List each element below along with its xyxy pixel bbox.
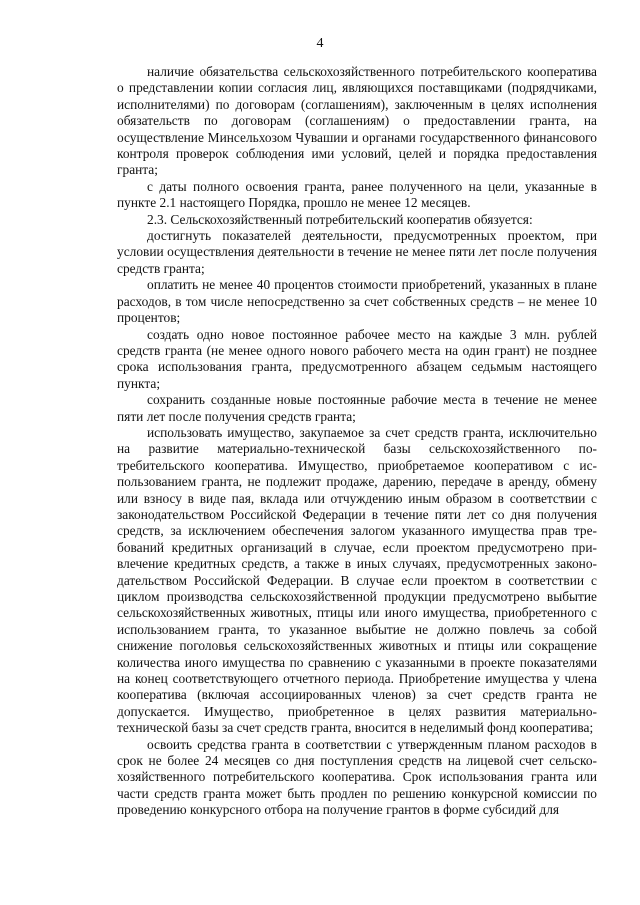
paragraph-use-property: использовать имущество, закупаемое за счет средств гранта, исключительно на развитие материально-технической базы сельскохозяйственного потребительского кооператива. Имущество, приобретаемое кооперативом с использованием гранта, не подлежит продаже, дарению, передаче в аренду, обмену или взносу в виде пая, вклада или отчуждению иным образом в соответствии с законодательством Российской Федерации в течение пяти лет со дня получения средств, за исключением обеспечения залогом указанного имущества прав требований кредитных организаций в случае, если проектом предусмотрено привлечение кредитных средств, а также в иных случаях, предусмотренных законодательством Российской Федерации. В случае если проектом в соответствии с циклом производства сельскохозяйственной продукции предусмотрено выбытие сельскохозяйственных животных, птицы или иного имущества, приобретенного с использованием гранта, то указанное выбытие не должно повлечь за собой снижение поголовья сельскохозяйственных животных и птицы или сокращение количества иного имущества по сравнению с указанными в проекте показателями на конец соответствующего отчетного периода. Приобретение имущества у члена кооператива (включая ассоциированных членов) за счет средств гранта не допускается. Имущество, приобретенное в целях развития материально-технической базы за счет средств гранта, вносится в неделимый фонд кооператива; [117,424,597,736]
paragraph-pay-40-percent: оплатить не менее 40 процентов стоимости приобретений, указанных в плане расходов, в том числе непосредственно за счет собственных средств – не менее 10 процентов; [117,277,597,326]
paragraph-keep-workplaces: сохранить созданные новые постоянные рабочие места в течение не менее пяти лет после получения средств гранта; [117,392,597,424]
paragraph-cooperative-consent-obligation: наличие обязательства сельскохозяйственного потребительского кооператива о представлении копии согласия лиц, являющихся поставщиками (подрядчиками, исполнителями) по договорам (соглашениям), заключенным в целях исполнения обязательств по договорам (соглашениям) о предоставлении гранта, на осуществление Минсельхозом Чувашии и органами государственного финансового контроля проверок соблюдения ими условий, целей и порядка предоставления гранта; [117,64,597,178]
page-number: 4 [316,36,324,51]
paragraph-achieve-indicators: достигнуть показателей деятельности, предусмотренных проектом, при условии осуществления деятельности в течение не менее пяти лет после получения средств гранта; [117,228,597,276]
document-body [117,64,597,819]
paragraph-spend-grant: освоить средства гранта в соответствии с утвержденным планом расходов в срок не более 24 месяцев со дня поступления средств на лицевой счет сельскохозяйственного потребительского кооператива. Срок использования гранта или части средств гранта может быть продлен по решению конкурсной комиссии по проведению конкурсного отбора на получение грантов в форме субсидий для [117,736,597,818]
section-heading-2-3: 2.3. Сельскохозяйственный потребительский кооператив обязуется: [147,211,533,227]
paragraph-create-workplace: создать одно новое постоянное рабочее место на каждые 3 млн. рублей средств гранта (не менее одного нового рабочего места на один грант) не позднее срока использования гранта, предусмотренного абзацем седьмым настоящего пункта; [117,326,597,391]
paragraph-previous-grant-period: с даты полного освоения гранта, ранее полученного на цели, указанные в пункте 2.1 настоящего Порядка, прошло не менее 12 месяцев. [117,178,597,211]
